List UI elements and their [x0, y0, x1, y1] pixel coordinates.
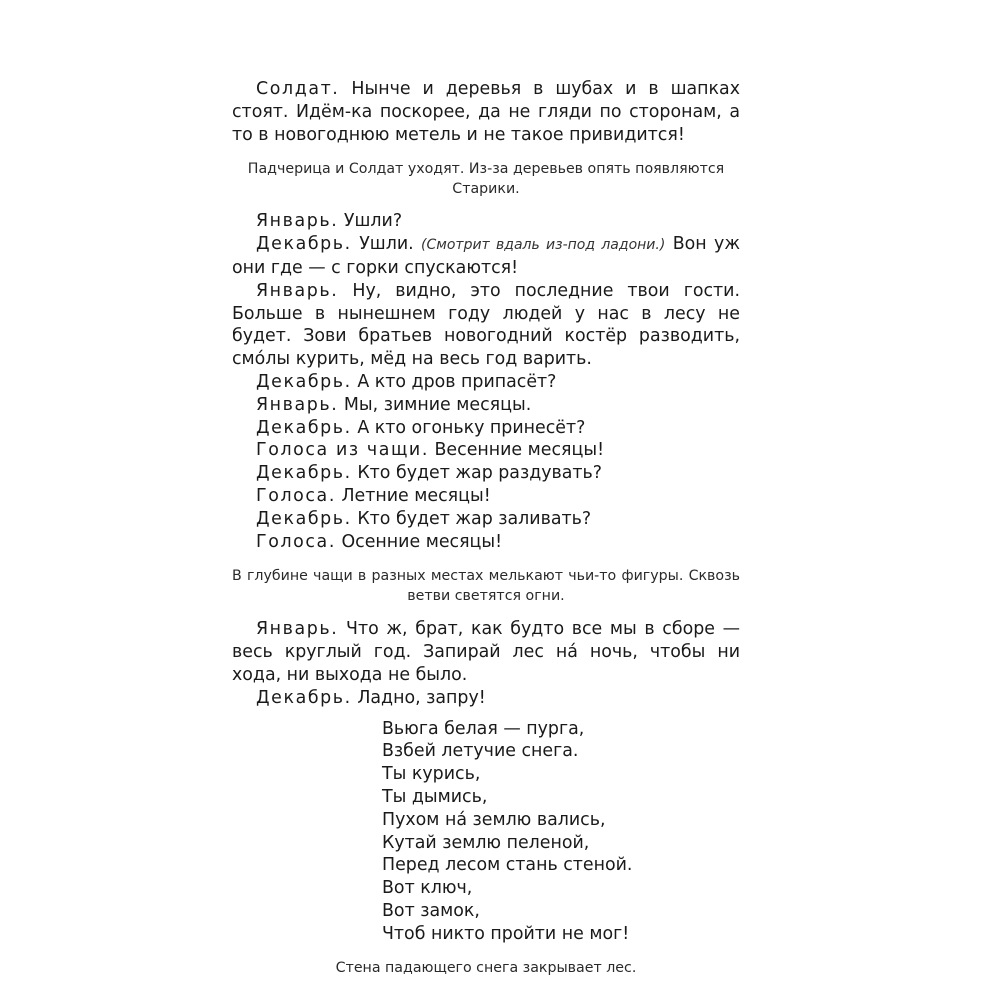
- dialogue-soldier: [232, 78, 740, 146]
- speaker-name: Солдат.: [256, 79, 340, 99]
- dialogue-december: [232, 508, 740, 531]
- speech-text: Кто будет жар раздувать?: [351, 463, 603, 484]
- speech-text: Весенние месяцы!: [428, 440, 605, 461]
- speech-text: Осенние месяцы!: [335, 531, 503, 552]
- poem-line: Вьюга белая — пурга,: [382, 718, 585, 739]
- speech-text: Ушли?: [338, 211, 403, 232]
- inline-stage-direction: (Смотрит вдаль из-под ладони.): [421, 237, 666, 254]
- poem-line: Вот замок,: [382, 900, 480, 921]
- dialogue-december: [232, 687, 740, 710]
- dialogue-voices: [232, 531, 740, 554]
- dialogue-voices: [232, 439, 740, 462]
- poem-line: Ты курись,: [382, 764, 481, 785]
- speech-text: Ушли.: [351, 234, 422, 255]
- speech-text: А кто дров припасёт?: [351, 371, 557, 392]
- speaker-name: Декабрь.: [256, 417, 352, 438]
- speaker-name: Декабрь.: [256, 463, 352, 484]
- poem-line: Пухом нá землю вались,: [382, 809, 606, 830]
- poem-line: Вот ключ,: [382, 878, 473, 899]
- poem-line: Взбей летучие снега.: [382, 741, 579, 762]
- speech-text: Мы, зимние месяцы.: [338, 394, 532, 415]
- speaker-name: Декабрь.: [256, 687, 352, 708]
- speech-text: Ну, видно, это последние твои гости. Больше в нынешнем году людей у нас в лесу не будет. Зови братьев новогодний костёр разводить, смóлы курить, мёд на весь год варить.: [232, 280, 740, 370]
- speech-text: А кто огоньку принесёт?: [351, 417, 586, 438]
- speaker-name: Голоса.: [256, 531, 336, 552]
- speaker-name: Январь.: [256, 280, 339, 301]
- dialogue-december: [232, 371, 740, 394]
- speaker-name: Декабрь.: [256, 371, 352, 392]
- poem: [232, 718, 740, 946]
- speaker-name: Декабрь.: [256, 234, 352, 255]
- dialogue-january: [232, 210, 740, 233]
- stage-direction: Стена падающего снега закрывает лес.: [335, 959, 637, 976]
- poem-line: Кутай землю пеленой,: [382, 832, 590, 853]
- dialogue-december: [232, 462, 740, 485]
- speaker-name: Январь.: [256, 394, 339, 415]
- speech-text: Что ж, брат, как будто все мы в сборе — весь круглый год. Запирай лес нá ночь, чтобы ни хода, ни выхода не было.: [232, 619, 740, 685]
- stage-direction: Падчерица и Солдат уходят. Из-за деревьев опять появляются Старики.: [247, 161, 725, 198]
- poem-line: Ты дымись,: [382, 786, 488, 807]
- speech-text: Летние месяцы!: [335, 485, 491, 506]
- speaker-name: Декабрь.: [256, 508, 352, 529]
- speech-text: Кто будет жар заливать?: [351, 508, 592, 529]
- dialogue-december: [232, 233, 740, 280]
- speaker-name: Январь.: [256, 619, 339, 640]
- speaker-name: Голоса из чащи.: [256, 440, 429, 461]
- speech-text: Ладно, запру!: [351, 687, 486, 708]
- dialogue-january: [232, 394, 740, 417]
- speech-text: Вон уж они где — с горки спускаются!: [232, 234, 740, 278]
- speaker-name: Голоса.: [256, 485, 336, 506]
- poem-line: Чтоб никто пройти не мог!: [382, 923, 630, 944]
- dialogue-january: [232, 280, 740, 371]
- dialogue-january: [232, 618, 740, 686]
- stage-direction: В глубине чащи в разных местах мелькают чьи-то фигуры. Сквозь ветви светятся огни.: [232, 568, 740, 605]
- dialogue-december: [232, 417, 740, 440]
- poem-line: Перед лесом стань стеной.: [382, 855, 633, 876]
- speaker-name: Январь.: [256, 211, 339, 232]
- speech-text: Нынче и деревья в шубах и в шапках стоят. Идём-ка поскорее, да не гляди по сторонам, а то в новогоднюю метель и не такое привидится!: [232, 79, 740, 145]
- book-page: [232, 78, 740, 978]
- dialogue-voices: [232, 485, 740, 508]
